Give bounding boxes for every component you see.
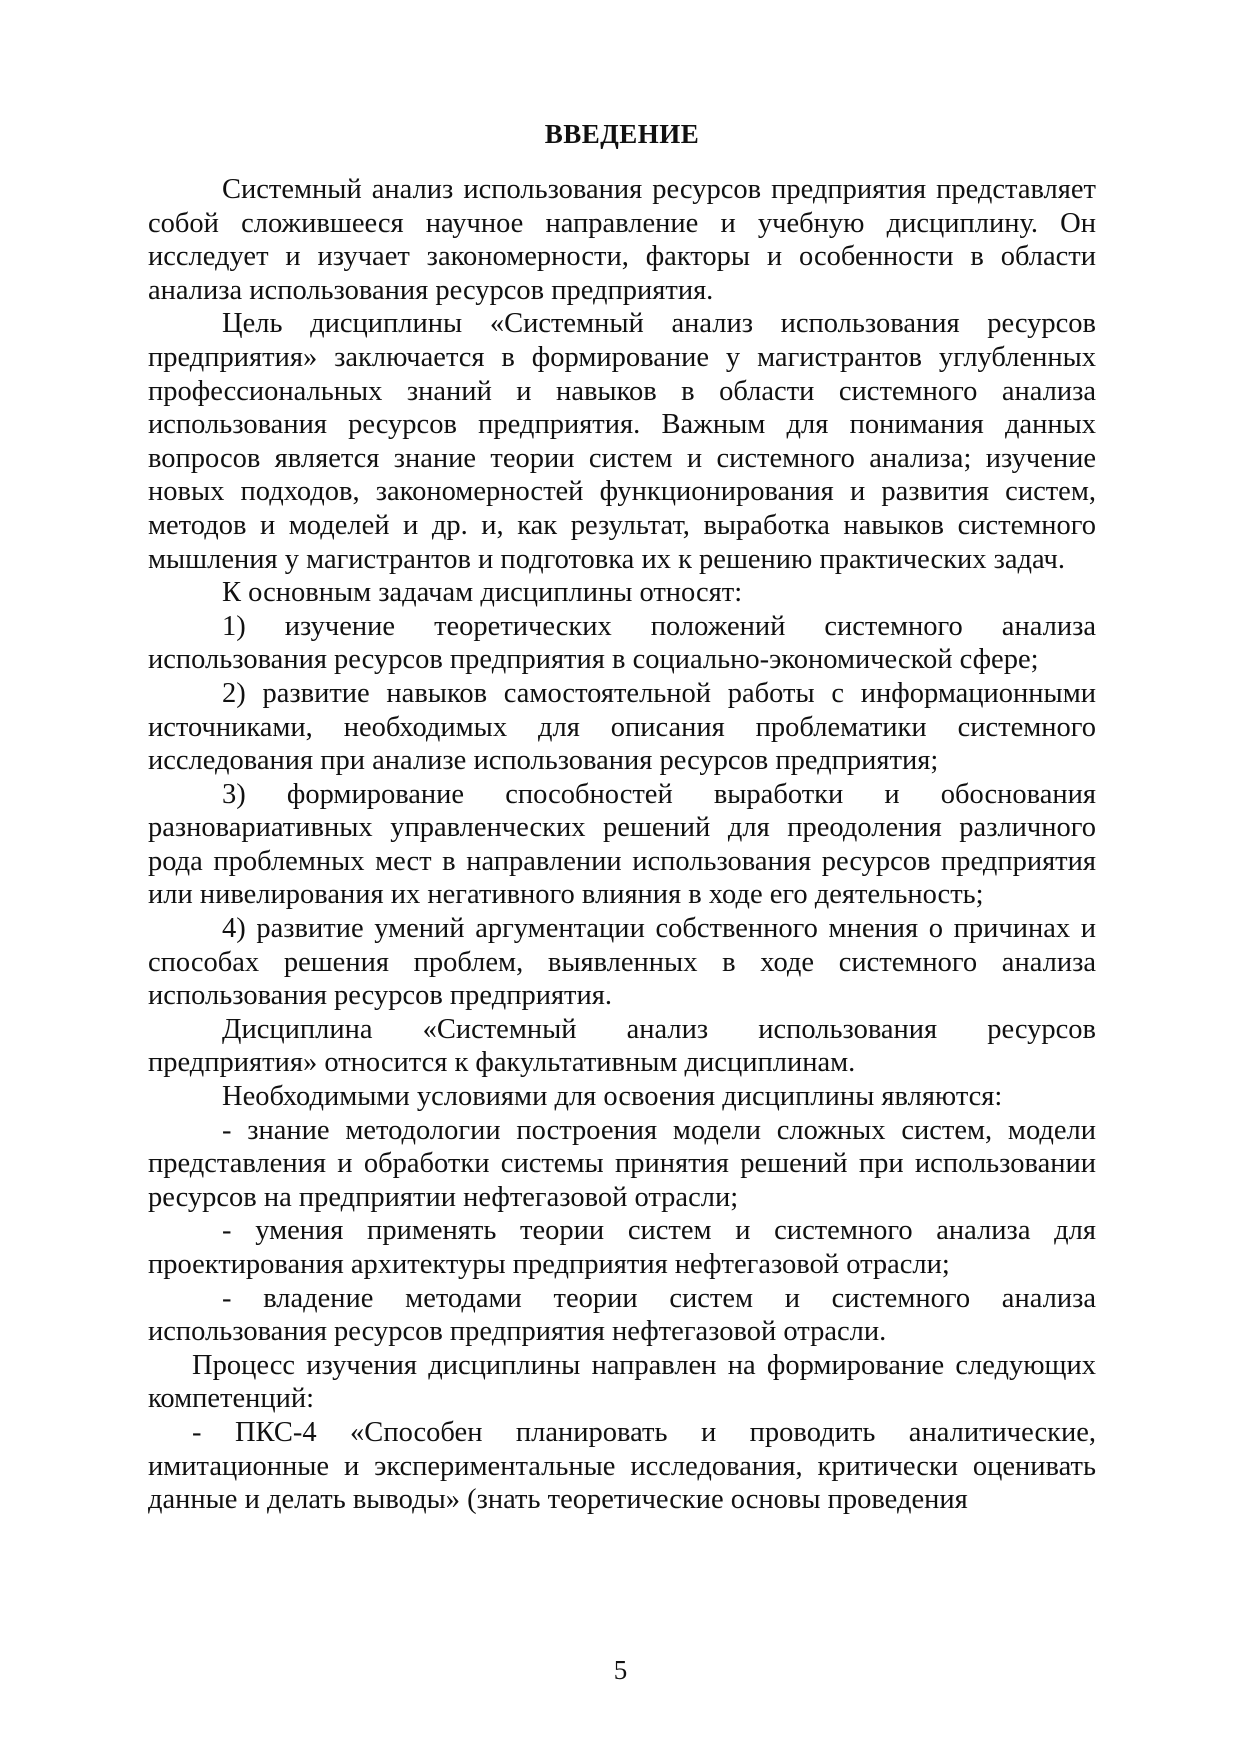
paragraph: Системный анализ использования ресурсов предприятия представляет собой сложившееся научное направление и учебную дисциплину. Он исследует и изучает закономерности, факторы и особенности в области анализа использования ресурсов предприятия.	[148, 174, 1096, 306]
list-item: 2) развитие навыков самостоятельной работы с информационными источниками, необходимых для описания проблематики системного исследования при анализе использования ресурсов предприятия;	[148, 677, 1096, 777]
list-item: - умения применять теории систем и системного анализа для проектирования архитектуры предприятия нефтегазовой отрасли;	[148, 1215, 1096, 1280]
paragraph: Процесс изучения дисциплины направлен на формирование следующих компетенций:	[148, 1349, 1096, 1415]
paragraph: Дисциплина «Системный анализ использования ресурсов предприятия» относится к факультативным дисциплинам.	[148, 1013, 1096, 1079]
page-number: 5	[613, 1655, 628, 1685]
paragraph: К основным задачам дисциплины относят:	[222, 577, 743, 609]
list-item: - владение методами теории систем и системного анализа использования ресурсов предприятия нефтегазовой отрасли.	[148, 1282, 1096, 1348]
list-item: - ПКС-4 «Способен планировать и проводить аналитические, имитационные и экспериментальные исследования, критически оценивать данные и делать выводы» (знать теоретические основы проведения	[148, 1416, 1096, 1516]
list-item: 1) изучение теоретических положений системного анализа использования ресурсов предприятия в социально-экономической сфере;	[148, 610, 1096, 676]
paragraph: Необходимыми условиями для освоения дисциплины являются:	[222, 1081, 1003, 1113]
document-page	[148, 118, 1096, 1517]
body-text	[148, 173, 1096, 1517]
list-item: - знание методологии построения модели сложных систем, модели представления и обработки системы принятия решений при использовании ресурсов на предприятии нефтегазовой отрасли;	[148, 1114, 1096, 1213]
paragraph: Цель дисциплины «Системный анализ использования ресурсов предприятия» заключается в формирование у магистрантов углубленных профессиональных знаний и навыков в области системного анализа использования ресурсов предприятия. Важным для понимания данных вопросов является знание теории систем и системного анализа; изучение новых подходов, закономерностей функционирования и развития систем, методов и моделей и др. и, как результат, выработка навыков системного мышления у магистрантов и подготовка их к решению практических задач.	[148, 308, 1096, 575]
list-item: 4) развитие умений аргументации собственного мнения о причинах и способах решения проблем, выявленных в ходе системного анализа использования ресурсов предприятия.	[148, 913, 1096, 1012]
page-title: ВВЕДЕНИЕ	[544, 119, 700, 149]
list-item: 3) формирование способностей выработки и обоснования разновариативных управленческих решений для преодоления различного рода проблемных мест в направлении использования ресурсов предприятия или нивелирования их негативного влияния в ходе его деятельность;	[148, 778, 1096, 911]
